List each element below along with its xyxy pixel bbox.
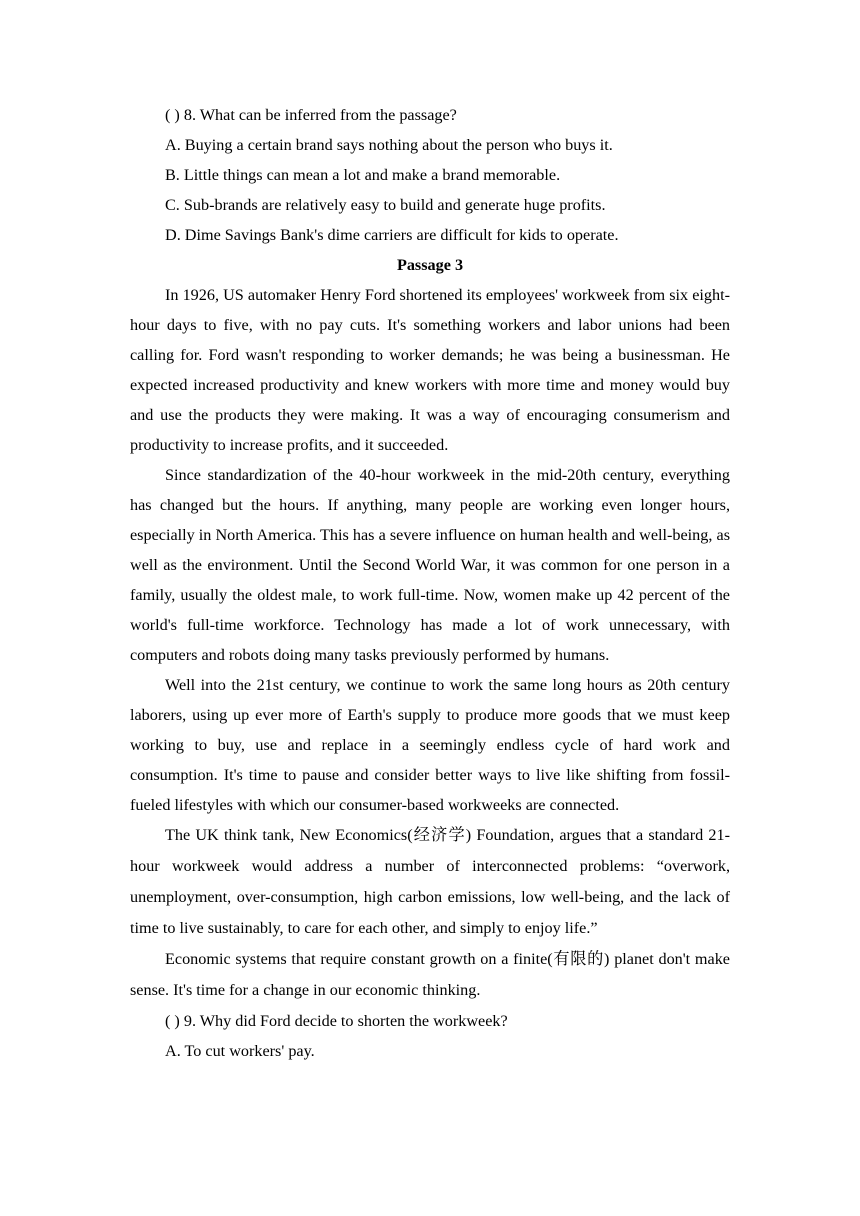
question-9-stem: ( ) 9. Why did Ford decide to shorten the workweek? — [165, 1012, 508, 1030]
question-8-option-a: A. Buying a certain brand says nothing about the person who buys it. — [165, 136, 613, 154]
question-9-option-a: A. To cut workers' pay. — [165, 1042, 315, 1060]
passage-3-paragraph-4: The UK think tank, New Economics(经济学) Foundation, argues that a standard 21-hour workweek would address a number of interconnected problems: “overwork, unemployment, over-consumption, high carbon emissions, low well-being, and the lack of time to live sustainably, to care for each other, and simply to enjoy life.” — [130, 826, 730, 937]
question-8-stem: ( ) 8. What can be inferred from the passage? — [165, 106, 457, 124]
passage-3-paragraph-1: In 1926, US automaker Henry Ford shortened its employees' workweek from six eight-hour days to five, with no pay cuts. It's something workers and labor unions had been calling for. Ford wasn't responding to worker demands; he was being a businessman. He expected increased productivity and knew workers with more time and money would buy and use the products they were making. It was a way of encouraging consumerism and productivity to increase profits, and it succeeded. — [130, 286, 730, 454]
question-8-option-b: B. Little things can mean a lot and make a brand memorable. — [165, 166, 561, 184]
question-8-option-c: C. Sub-brands are relatively easy to build and generate huge profits. — [165, 196, 606, 214]
page-content — [130, 100, 730, 1066]
passage-3-title: Passage 3 — [396, 256, 464, 274]
question-8-option-d: D. Dime Savings Bank's dime carriers are difficult for kids to operate. — [165, 226, 619, 244]
passage-3-paragraph-5: Economic systems that require constant growth on a finite(有限的) planet don't make sense. It's time for a change in our economic thinking. — [130, 950, 730, 999]
passage-3-paragraph-3: Well into the 21st century, we continue to work the same long hours as 20th century laborers, using up ever more of Earth's supply to produce more goods that we must keep working to buy, use and replace in a seemingly endless cycle of hard work and consumption. It's time to pause and consider better ways to live like shifting from fossil-fueled lifestyles with which our consumer-based workweeks are connected. — [130, 676, 730, 814]
passage-3-paragraph-2: Since standardization of the 40-hour workweek in the mid-20th century, everything has changed but the hours. If anything, many people are working even longer hours, especially in North America. This has a severe influence on human health and well-being, as well as the environment. Until the Second World War, it was common for one person in a family, usually the oldest male, to work full-time. Now, women make up 42 percent of the world's full-time workforce. Technology has made a lot of work unnecessary, with computers and robots doing many tasks previously performed by humans. — [130, 466, 730, 664]
